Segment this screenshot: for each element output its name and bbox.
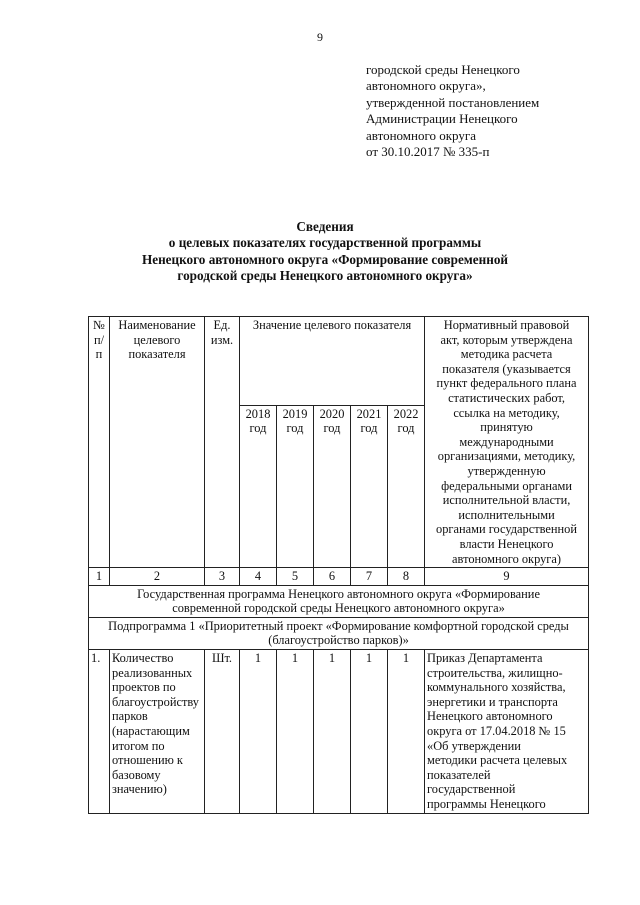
row-value-2022: 1 bbox=[388, 650, 425, 814]
column-number: 5 bbox=[277, 568, 314, 586]
header-unit: Ед. изм. bbox=[205, 317, 240, 568]
title-line: Ненецкого автономного округа «Формирование современной bbox=[141, 251, 509, 267]
row-unit: Шт. bbox=[205, 650, 240, 814]
approval-line: утвержденной постановлением bbox=[366, 94, 540, 110]
header-year-2022: 2022 год bbox=[388, 405, 425, 567]
row-value-2020: 1 bbox=[314, 650, 351, 814]
header-act: Нормативный правовой акт, которым утверждена методика расчета показателя (указывается пункт федерального плана статистических работ, ссылка на методику, принятую международными организациями, методику, утвержденную федеральными органами исполнительной власти, исполнительными органами государственной власти Ненецкого автономного округа) bbox=[425, 317, 589, 568]
title-line: Сведения bbox=[296, 219, 354, 234]
indicators-table bbox=[88, 316, 589, 814]
page-number: 9 bbox=[317, 30, 323, 44]
header-row bbox=[89, 317, 589, 406]
row-act: Приказ Департамента строительства, жилищно- коммунального хозяйства, энергетики и транспорта Ненецкого автономного округа от 17.04.2018 № 15 «Об утверждении методики расчета целевых показателей государственной программы Ненецкого bbox=[425, 650, 589, 814]
table-row bbox=[89, 650, 589, 814]
column-number: 3 bbox=[205, 568, 240, 586]
row-value-2019: 1 bbox=[277, 650, 314, 814]
row-num: 1. bbox=[89, 650, 110, 814]
approval-line: автономного округа», bbox=[366, 78, 486, 94]
column-number: 8 bbox=[388, 568, 425, 586]
row-indicator-name: Количество реализованных проектов по благоустройству парков (нарастающим итогом по отношению к базовому значению) bbox=[110, 650, 205, 814]
column-number: 7 bbox=[351, 568, 388, 586]
approval-line: Администрации Ненецкого bbox=[366, 111, 518, 127]
approval-line: от 30.10.2017 № 335-п bbox=[366, 144, 490, 160]
column-number: 4 bbox=[240, 568, 277, 586]
approval-line: городской среды Ненецкого bbox=[366, 62, 520, 77]
header-year-2019: 2019 год bbox=[277, 405, 314, 567]
header-year-2018: 2018 год bbox=[240, 405, 277, 567]
program-row bbox=[89, 585, 589, 617]
header-num: № п/п bbox=[89, 317, 110, 568]
approval-note bbox=[366, 62, 606, 160]
column-number: 6 bbox=[314, 568, 351, 586]
program-title: Государственная программа Ненецкого автономного округа «Формирование современной городской среды Ненецкого автономного округа» bbox=[89, 585, 589, 617]
title-line: о целевых показателях государственной программы bbox=[168, 235, 482, 251]
column-number-row bbox=[89, 568, 589, 586]
row-value-2021: 1 bbox=[351, 650, 388, 814]
column-number: 1 bbox=[89, 568, 110, 586]
row-value-2018: 1 bbox=[240, 650, 277, 814]
header-year-2021: 2021 год bbox=[351, 405, 388, 567]
column-number: 9 bbox=[425, 568, 589, 586]
title-line: городской среды Ненецкого автономного округа» bbox=[177, 268, 473, 284]
subprogram-row bbox=[89, 617, 589, 649]
header-values-group: Значение целевого показателя bbox=[240, 317, 425, 406]
subprogram-title: Подпрограмма 1 «Приоритетный проект «Формирование комфортной городской среды (благоустройство парков)» bbox=[89, 617, 589, 649]
document-title bbox=[100, 219, 550, 285]
approval-line: автономного округа bbox=[366, 127, 476, 143]
header-year-2020: 2020 год bbox=[314, 405, 351, 567]
column-number: 2 bbox=[110, 568, 205, 586]
header-name: Наименование целевого показателя bbox=[110, 317, 205, 568]
